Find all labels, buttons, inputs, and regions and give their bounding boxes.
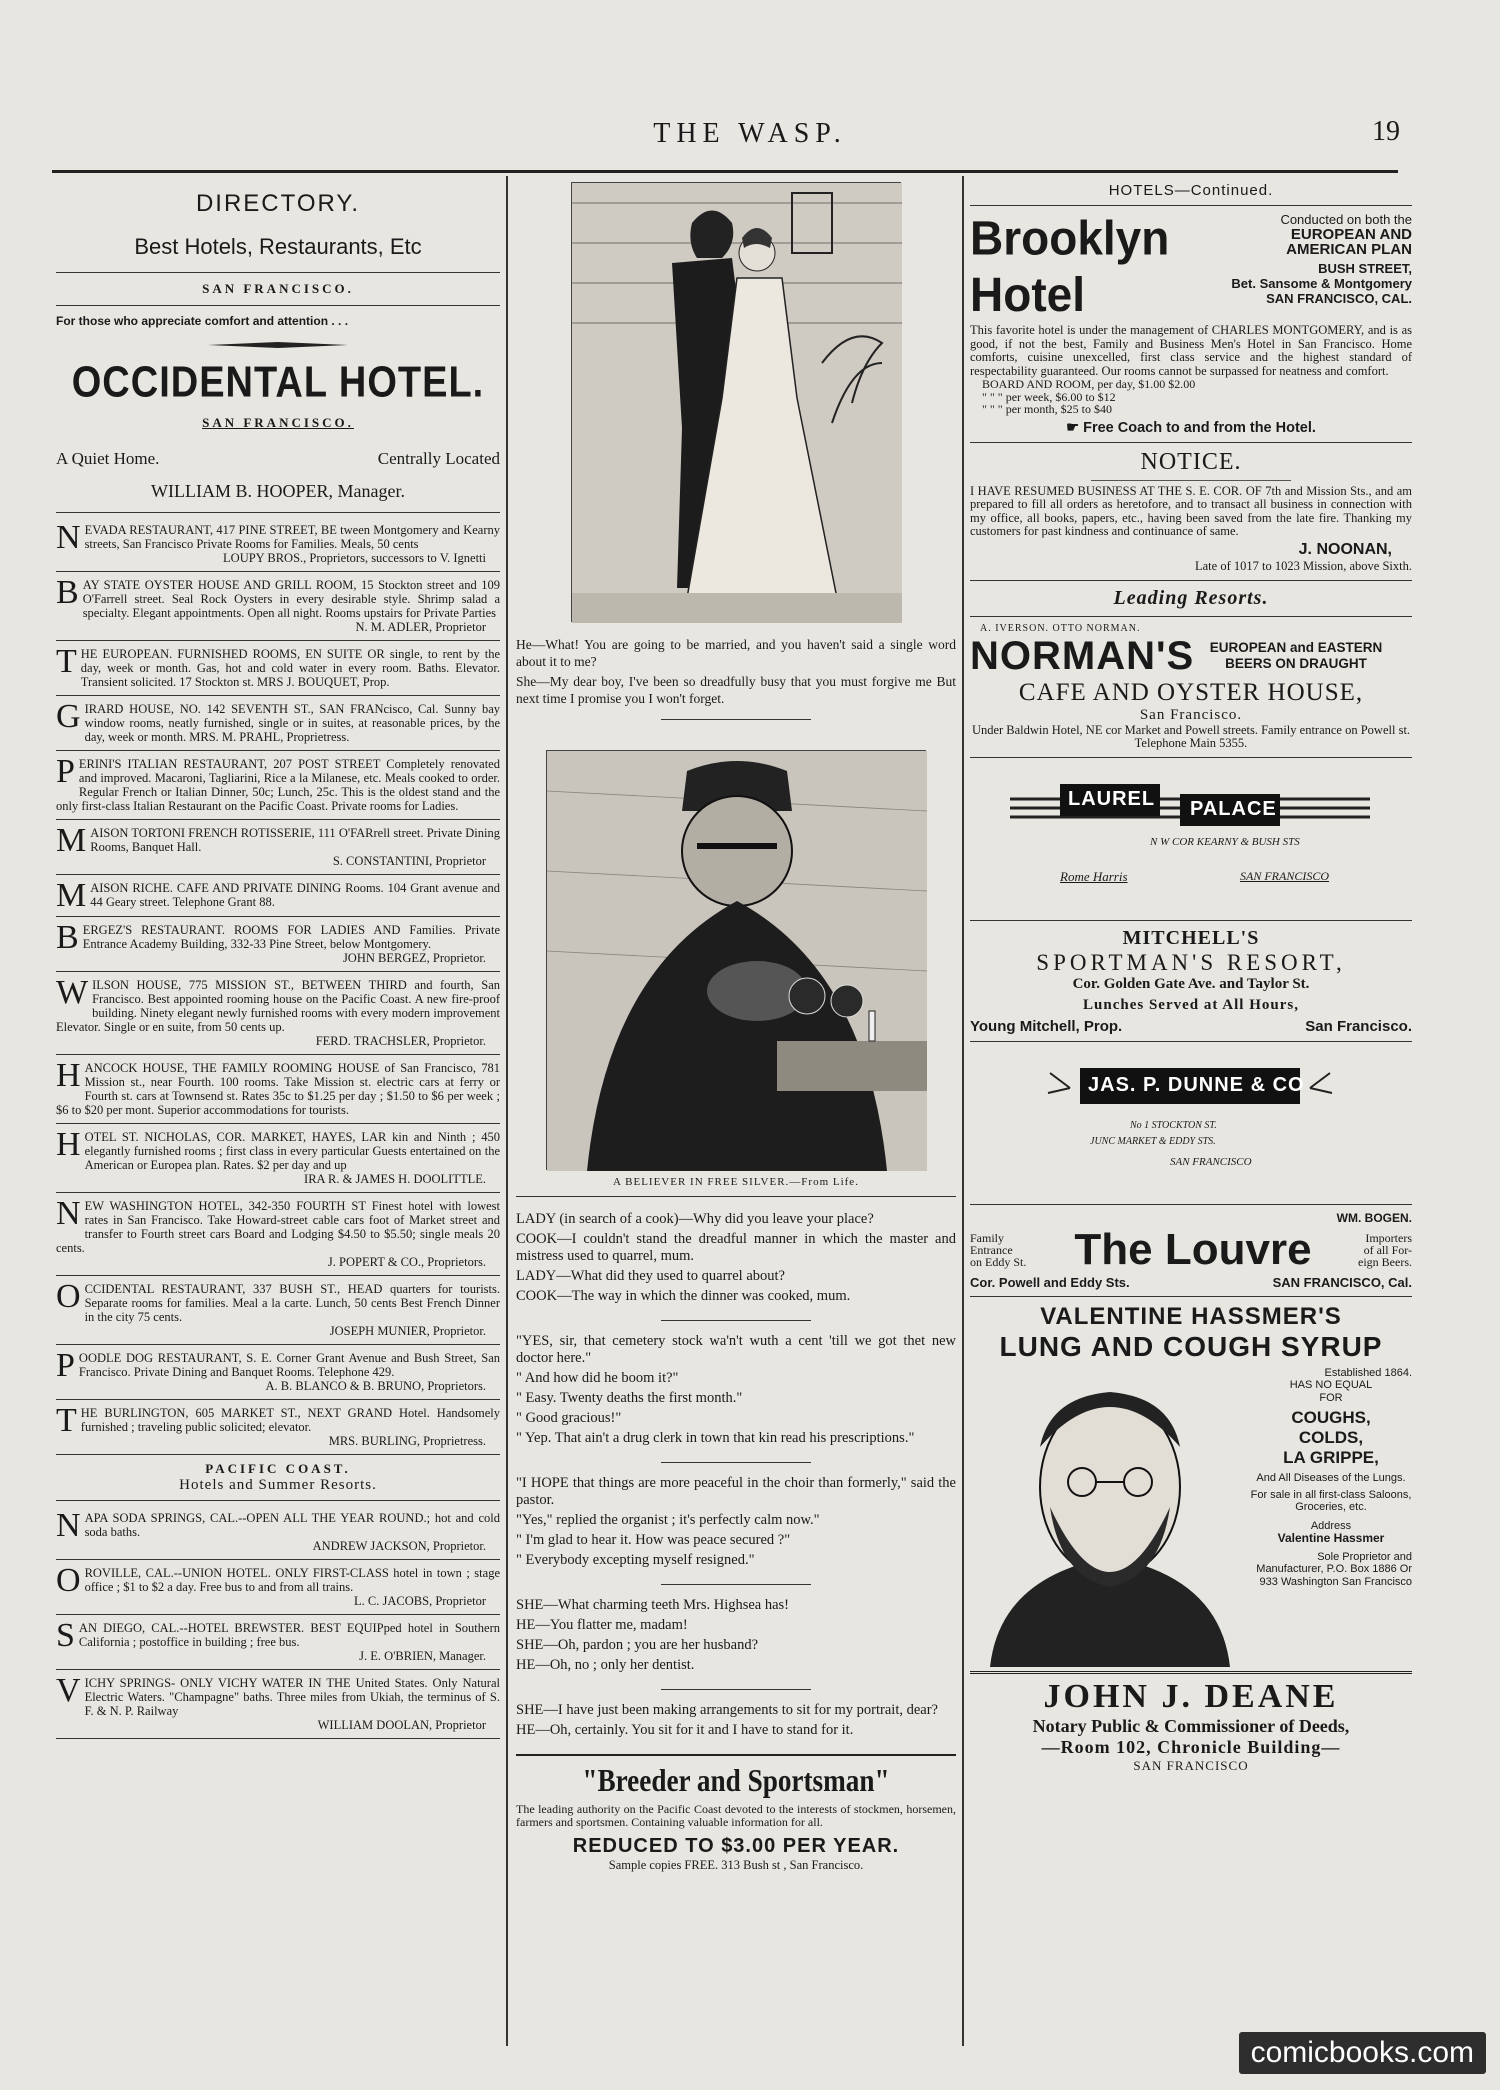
- coach-text: Free Coach to and from the Hotel.: [1083, 419, 1316, 436]
- dunne-name: JAS. P. DUNNE & CO: [1088, 1073, 1305, 1096]
- directory-entries: [56, 519, 500, 1455]
- joke-divider: [661, 1320, 811, 1321]
- couple-cartoon-dialogue: [516, 636, 956, 707]
- drop-cap: B: [56, 919, 79, 956]
- free-silver-cartoon-illustration: [546, 750, 926, 1170]
- laurel-signature: Rome Harris: [1060, 868, 1128, 884]
- drop-cap: P: [56, 753, 75, 790]
- valentine-for: FOR: [1319, 1391, 1343, 1404]
- joke-line: HE—Oh, certainly. You sit for it and I have to stand for it.: [516, 1722, 854, 1738]
- drop-cap: W: [56, 974, 89, 1011]
- rate-week: " " " per week, $6.00 to $12: [982, 389, 1116, 404]
- joke-divider: [661, 1462, 811, 1463]
- louvre-address: Cor. Powell and Eddy Sts.: [970, 1274, 1130, 1290]
- normans-beers-1: EUROPEAN and EASTERN: [1209, 640, 1383, 655]
- joke-divider: [661, 1584, 811, 1585]
- entry-text: ROVILLE, CAL.--UNION HOTEL. ONLY FIRST-CLASS hotel in town ; stage office ; $1 to $2 a day. Free bus to and from all trains.: [84, 1566, 500, 1594]
- joke-line: " I'm glad to hear it. How was peace secured ?": [516, 1532, 791, 1548]
- directory-entry: [56, 1195, 500, 1273]
- header-rule: [52, 170, 1398, 173]
- dunne-address-2: JUNC MARKET & EDDY STS.: [1090, 1135, 1216, 1147]
- valentine-sale: For sale in all first-class Saloons, Groceries, etc.: [1250, 1488, 1412, 1513]
- drop-cap: N: [56, 1507, 81, 1544]
- directory-entry: [56, 574, 500, 638]
- brooklyn-body: This favorite hotel is under the management of CHARLES MONTGOMERY, and is as good, if not the best, Family and Business Men's Hotel in San Francisco. Home comforts, cuisine unexcelled, first class service and the highest standard of respectability guaranteed. Our rooms cannot be surpassed for neatness and comfort.: [970, 323, 1412, 378]
- joke: [516, 1205, 956, 1314]
- joke-line: " Yep. That ain't a drug clerk in town that kin read his prescriptions.": [516, 1430, 915, 1446]
- louvre-right-3: eign Beers.: [1358, 1254, 1412, 1269]
- louvre-owner: WM. BOGEN.: [1336, 1210, 1412, 1225]
- joke-line: SHE—I have just been making arrangements to sit for my portrait, dear?: [516, 1702, 938, 1718]
- entry-signature: JOSEPH MUNIER, Proprietor.: [329, 1324, 486, 1338]
- louvre-left-3: on Eddy St.: [970, 1254, 1027, 1269]
- jokes-list: [516, 1205, 956, 1748]
- entry-signature: FERD. TRACHSLER, Proprietor.: [315, 1034, 486, 1048]
- directory-entry: [56, 822, 500, 872]
- brooklyn-addr-3: SAN FRANCISCO, CAL.: [1266, 291, 1412, 306]
- occidental-manager: WILLIAM B. HOOPER, Manager.: [151, 481, 405, 501]
- leading-resorts-heading: Leading Resorts.: [1113, 586, 1269, 609]
- drop-cap: T: [56, 643, 77, 680]
- directory-entry: [56, 1507, 500, 1557]
- directory-entry: [56, 877, 500, 914]
- occidental-hotel-name: OCCIDENTAL HOTEL.: [71, 358, 485, 408]
- brooklyn-coach: [970, 420, 1412, 436]
- pacific-coast-heading: PACIFIC COAST.: [205, 1461, 351, 1476]
- breeder-description: The leading authority on the Pacific Coast devoted to the interests of stockmen, horsemen, farmers and sportsmen. Containing valuable information for all.: [516, 1802, 956, 1829]
- directory-entry: [56, 1057, 500, 1121]
- entry-text: ERINI'S ITALIAN RESTAURANT, 207 POST STREET Completely renovated and improved. Macaroni, Tagliarini, Rice a la Milanese, etc. Meals cooked to order. Regular French or Italian Dinner, 50c; Lunch, 25c. This is the oldest stand and the only first-class Italian Restaurant on the Pacific Coast. Private rooms for Ladies.: [56, 757, 500, 813]
- normans-ad: [970, 634, 1412, 679]
- drop-cap: G: [56, 698, 81, 735]
- drop-cap: T: [56, 1402, 77, 1439]
- drop-cap: P: [56, 1347, 75, 1384]
- joke: [516, 1696, 956, 1748]
- drop-cap: M: [56, 822, 87, 859]
- joke: [516, 1591, 956, 1683]
- laurel-address: N W COR KEARNY & BUSH STS: [1150, 835, 1300, 848]
- dialogue-line: He—What! You are going to be married, and you haven't said a single word about it to me?: [516, 637, 956, 669]
- drop-cap: H: [56, 1057, 81, 1094]
- entry-signature: J. E. O'BRIEN, Manager.: [359, 1649, 486, 1663]
- drop-cap: S: [56, 1617, 75, 1654]
- slogan-left: A Quiet Home.: [56, 449, 160, 468]
- entry-text: AY STATE OYSTER HOUSE AND GRILL ROOM, 15 Stockton street and 109 O'Farrell street. Seal Rock Oysters in every desirable style. Shrimp salad a specialty. Elegant appointments. Open all night. Rooms upstairs for Private Parties: [82, 578, 500, 620]
- pacific-coast-subheading: Hotels and Summer Resorts.: [179, 1477, 377, 1493]
- directory-column: [56, 176, 500, 2046]
- directory-entry: [56, 1126, 500, 1190]
- brooklyn-rates: [970, 378, 1412, 416]
- directory-entry: [56, 919, 500, 969]
- joke: [516, 1327, 956, 1456]
- directory-entry: [56, 753, 500, 817]
- brooklyn-name-1: Brooklyn: [970, 210, 1170, 265]
- mitchell-prop: Young Mitchell, Prop.: [970, 1017, 1123, 1035]
- directory-entry: [56, 1672, 500, 1736]
- entry-signature: A. B. BLANCO & B. BRUNO, Proprietors.: [265, 1379, 486, 1393]
- directory-title: DIRECTORY.: [195, 190, 361, 217]
- directory-entry: [56, 974, 500, 1052]
- joke-line: LADY—What did they used to quarrel about?: [516, 1268, 785, 1284]
- laurel-name: LAUREL: [1068, 787, 1156, 810]
- joke-line: " Good gracious!": [516, 1410, 622, 1426]
- joke-line: " And how did he boom it?": [516, 1370, 679, 1386]
- mitchell-subtitle: SPORTMAN'S RESORT,: [1036, 949, 1346, 975]
- drop-cap: O: [56, 1278, 81, 1315]
- directory-entry: [56, 1562, 500, 1612]
- hotels-continued-heading: HOTELS—Continued.: [1108, 182, 1274, 199]
- normans-footer: Under Baldwin Hotel, NE cor Market and Powell streets. Family entrance on Powell st. Telephone Main 5355.: [971, 722, 1411, 750]
- louvre-left-1: Family: [970, 1230, 1005, 1245]
- entry-text: EVADA RESTAURANT, 417 PINE STREET, BE tween Montgomery and Kearny streets, San Francisco Private Rooms for Families. Meals, 50 cents: [84, 523, 500, 551]
- normans-beers-2: BEERS ON DRAUGHT: [1225, 656, 1367, 671]
- entry-signature: LOUPY BROS., Proprietors, successors to V. Ignetti: [223, 551, 486, 565]
- entry-text: HE BURLINGTON, 605 MARKET ST., NEXT GRAND Hotel. Handsomely furnished ; traveling public solicited; elevator.: [80, 1406, 500, 1434]
- directory-entry: [56, 1402, 500, 1452]
- ads-column: [970, 176, 1412, 2046]
- palace-name: PALACE: [1190, 797, 1277, 820]
- entry-signature: WILLIAM DOOLAN, Proprietor: [317, 1718, 486, 1732]
- entry-text: OTEL ST. NICHOLAS, COR. MARKET, HAYES, LAR kin and Ninth ; 450 elegantly furnished rooms ; first class in every particular Guests entertained on the American or Europea plan. Rates. $2 per day and up: [84, 1130, 500, 1172]
- entry-signature: IRA R. & JAMES H. DOOLITTLE.: [304, 1172, 486, 1186]
- drop-cap: N: [56, 519, 81, 556]
- joke-line: HE—Oh, no ; only her dentist.: [516, 1657, 695, 1673]
- entry-text: HE EUROPEAN. FURNISHED ROOMS, EN SUITE OR single, to rent by the day, week or month. Gas, hot and cold water in every room. Baths. Elevator. Transient solicited. 17 Stockton st. MRS J. BOUQUET, Prop.: [80, 647, 500, 689]
- normans-owners: A. IVERSON. OTTO NORMAN.: [980, 622, 1141, 634]
- louvre-footer: [970, 1275, 1412, 1290]
- valentine-ad: [970, 1367, 1412, 1667]
- occidental-city: SAN FRANCISCO.: [202, 415, 354, 430]
- dunne-address-1: No 1 STOCKTON ST.: [1130, 1119, 1217, 1131]
- deane-city: SAN FRANCISCO: [1133, 1757, 1249, 1773]
- entry-text: AISON RICHE. CAFE AND PRIVATE DINING Rooms. 104 Grant avenue and 44 Geary street. Telephone Grant 88.: [90, 881, 500, 909]
- directory-entry: [56, 643, 500, 693]
- entry-signature: S. CONSTANTINI, Proprietor: [332, 854, 486, 868]
- valentine-noequal: HAS NO EQUAL: [1289, 1379, 1373, 1391]
- deane-room: —Room 102, Chronicle Building—: [1041, 1736, 1341, 1757]
- breeder-footer: Sample copies FREE. 313 Bush st , San Francisco.: [608, 1858, 864, 1872]
- brooklyn-hotel-ad: [970, 212, 1412, 320]
- brooklyn-addr-1: BUSH STREET,: [1318, 261, 1412, 276]
- valentine-est: Established 1864.: [1324, 1366, 1412, 1379]
- valentine-portrait: [970, 1367, 1250, 1667]
- entry-signature: JOHN BERGEZ, Proprietor.: [342, 951, 486, 965]
- drop-cap: N: [56, 1195, 81, 1232]
- valentine-line-2: LUNG AND COUGH SYRUP: [999, 1330, 1383, 1362]
- brooklyn-name-2: Hotel: [970, 267, 1085, 322]
- free-silver-caption: A BELIEVER IN FREE SILVER.—From Life.: [613, 1176, 859, 1188]
- occidental-slogan: [56, 449, 500, 469]
- joke-line: LADY (in search of a cook)—Why did you leave your place?: [516, 1211, 874, 1227]
- resort-entries: [56, 1507, 500, 1739]
- valentine-manufacturer: Sole Proprietor and Manufacturer, P.O. Box 1886 Or 933 Washington San Francisco: [1256, 1550, 1412, 1588]
- directory-entry: [56, 698, 500, 748]
- directory-entry: [56, 1617, 500, 1667]
- deane-name: JOHN J. DEANE: [1043, 1677, 1339, 1715]
- drop-cap: O: [56, 1562, 81, 1599]
- louvre-right-1: Importers: [1365, 1230, 1412, 1245]
- joke-line: " Everybody excepting myself resigned.": [516, 1552, 755, 1568]
- drop-cap: B: [56, 574, 79, 611]
- entry-text: APA SODA SPRINGS, CAL.--OPEN ALL THE YEAR ROUND.; hot and cold soda baths.: [84, 1511, 500, 1539]
- entry-text: AN DIEGO, CAL.--HOTEL BREWSTER. BEST EQUIPped hotel in Southern California ; postoffice in building ; free bus.: [78, 1621, 500, 1649]
- laurel-city: SAN FRANCISCO: [1240, 868, 1329, 883]
- column-divider: [962, 176, 964, 2046]
- louvre-left-2: Entrance: [970, 1242, 1013, 1257]
- valentine-grippe: LA GRIPPE,: [1283, 1448, 1379, 1467]
- mitchell-lunch: Lunches Served at All Hours,: [1083, 996, 1299, 1013]
- entry-signature: N. M. ADLER, Proprietor: [355, 620, 486, 634]
- mitchell-name: MITCHELL'S: [1122, 926, 1260, 949]
- slogan-right: Centrally Located: [377, 449, 500, 468]
- brooklyn-addr-2: Bet. Sansome & Montgomery: [1231, 276, 1412, 291]
- normans-cafe: CAFE AND OYSTER HOUSE,: [1018, 678, 1364, 706]
- directory-entry: [56, 1347, 500, 1397]
- city-heading: SAN FRANCISCO.: [202, 281, 354, 296]
- joke-line: SHE—What charming teeth Mrs. Highsea has!: [516, 1597, 790, 1613]
- drop-cap: V: [56, 1672, 81, 1709]
- drop-cap: H: [56, 1126, 81, 1163]
- valentine-colds: COLDS,: [1298, 1428, 1364, 1447]
- valentine-coughs: COUGHS,: [1291, 1408, 1371, 1427]
- louvre-ad: [970, 1225, 1412, 1275]
- divider-ornament: [56, 336, 500, 354]
- page-number: 19: [1372, 116, 1400, 147]
- louvre-right-2: of all For-: [1363, 1242, 1412, 1257]
- entry-signature: J. POPERT & CO., Proprietors.: [327, 1255, 486, 1269]
- joke-line: "I HOPE that things are more peaceful in the choir than formerly," said the pastor.: [516, 1475, 956, 1508]
- valentine-address-label: Address: [1310, 1519, 1352, 1532]
- brooklyn-plan-2: EUROPEAN AND: [1290, 226, 1412, 243]
- pointing-hand-icon: ☛: [1066, 419, 1084, 436]
- brooklyn-plan-3: AMERICAN PLAN: [1286, 241, 1412, 258]
- deane-title: Notary Public & Commissioner of Deeds,: [1032, 1715, 1350, 1736]
- mitchell-footer: [970, 1018, 1412, 1035]
- joke-line: SHE—Oh, pardon ; you are her husband?: [516, 1637, 759, 1653]
- breeder-title: "Breeder and Sportsman": [582, 1762, 890, 1798]
- joke-line: COOK—The way in which the dinner was cooked, mum.: [516, 1288, 851, 1304]
- valentine-name: Valentine Hassmer: [1277, 1531, 1385, 1545]
- rate-month: " " " per month, $25 to $40: [982, 402, 1113, 416]
- joke-line: COOK—I couldn't stand the dreadful manner in which the master and mistress used to quarrel, mum.: [516, 1231, 956, 1264]
- entry-text: OODLE DOG RESTAURANT, S. E. Corner Grant Avenue and Bush Street, San Francisco. Private Dining and Banquet Rooms. Telephone 429.: [78, 1351, 500, 1379]
- valentine-line-1: VALENTINE HASSMER'S: [1040, 1302, 1342, 1330]
- normans-city: San Francisco.: [1139, 706, 1243, 723]
- entry-text: CCIDENTAL RESTAURANT, 337 BUSH ST., HEAD quarters for tourists. Separate rooms for families. Meal a la carte. Lunch, 50 cents Best French Dinner in the city 75 cents.: [84, 1282, 500, 1324]
- directory-subtitle: Best Hotels, Restaurants, Etc: [134, 234, 422, 259]
- cartoons-column: [516, 176, 956, 2046]
- dunne-ad: [970, 1048, 1412, 1198]
- joke: [516, 1469, 956, 1578]
- entry-text: ERGEZ'S RESTAURANT. ROOMS FOR LADIES AND Families. Private Entrance Academy Building, 332-33 Pine Street, below Montgomery.: [82, 923, 500, 951]
- notice-body: I HAVE RESUMED BUSINESS AT THE S. E. COR. OF 7th and Mission Sts., and am prepared to fill all orders as heretofore, and to transact all business in connection with my office, all books, papers, etc., having been saved from the late fire. Thanking my customers for past kindness and continuance of same.: [970, 483, 1412, 538]
- joke-divider: [661, 1689, 811, 1690]
- directory-entry: [56, 1278, 500, 1342]
- valentine-diseases: And All Diseases of the Lungs.: [1256, 1472, 1406, 1484]
- joke-line: " Easy. Twenty deaths the first month.": [516, 1390, 743, 1406]
- watermark: comicbooks.com: [1239, 2032, 1486, 2074]
- mitchell-city: San Francisco.: [1305, 1017, 1412, 1035]
- breeder-price: REDUCED TO $3.00 PER YEAR.: [572, 1835, 900, 1857]
- notice-title: NOTICE.: [1140, 448, 1242, 475]
- entry-text: IRARD HOUSE, NO. 142 SEVENTH ST., SAN FRANcisco, Cal. Sunny bay window rooms, neatly furnished, single or in suites, at reasonable prices, by the day, week or month. MRS. M. PRAHL, Proprietress.: [84, 702, 500, 744]
- entry-signature: L. C. JACOBS, Proprietor: [354, 1594, 486, 1608]
- laurel-palace-ad: [970, 764, 1412, 914]
- page-title: THE WASP.: [653, 118, 847, 149]
- entry-signature: ANDREW JACKSON, Proprietor.: [312, 1539, 486, 1553]
- entry-text: AISON TORTONI FRENCH ROTISSERIE, 111 O'FARrell street. Private Dining Rooms, Banquet Hall.: [90, 826, 500, 854]
- entry-text: ANCOCK HOUSE, THE FAMILY ROOMING HOUSE of San Francisco, 781 Mission st., near Fourth. 100 rooms. Take Mission st. electric cars at ferry or Fourth st. cars at Townsend st. Rates 35c to $1.25 per day ; $1.50 to $6 per week ; $6 to $20 per mont. Superior accommodations for tourists.: [56, 1061, 500, 1117]
- entry-signature: MRS. BURLING, Proprietress.: [328, 1434, 486, 1448]
- entry-text: EW WASHINGTON HOTEL, 342-350 FOURTH ST Finest hotel with lowest rates in San Francisco. Take Howard-street cable cars foot of Market street and transfer to Fourth street cars Board and Lodging $4.50 to $5.50; single meals 20 cents.: [56, 1199, 500, 1255]
- column-divider: [506, 176, 508, 2046]
- dunne-address-3: SAN FRANCISCO: [1170, 1155, 1252, 1168]
- drop-cap: M: [56, 877, 87, 914]
- dialogue-line: She—My dear boy, I've been so dreadfully busy that you must forgive me But next time I promise you I won't forget.: [516, 674, 956, 706]
- joke-line: "Yes," replied the organist ; it's perfectly calm now.": [516, 1512, 820, 1528]
- joke-line: "YES, sir, that cemetery stock wa'n't wuth a cent 'till we got thet new doctor here.": [516, 1333, 956, 1366]
- notice-signature: J. NOONAN,: [1298, 540, 1392, 558]
- couple-cartoon-illustration: [571, 182, 901, 622]
- mitchell-address: Cor. Golden Gate Ave. and Taylor St.: [1072, 975, 1310, 992]
- joke-line: HE—You flatter me, madam!: [516, 1617, 688, 1633]
- notice-late: Late of 1017 to 1023 Mission, above Sixth.: [1195, 558, 1412, 573]
- rate-day: BOARD AND ROOM, per day, $1.00 $2.00: [982, 377, 1196, 391]
- brooklyn-plan-1: Conducted on both the: [1280, 212, 1412, 227]
- entry-text: ICHY SPRINGS- ONLY VICHY WATER IN THE United States. Only Natural Electric Waters. "Champagne" baths. Three miles from Ukiah, the terminus of S. F. & N. P. Railway: [84, 1676, 500, 1718]
- tagline: For those who appreciate comfort and attention . . .: [56, 314, 349, 328]
- louvre-name: The Louvre: [1074, 1224, 1312, 1274]
- entry-text: ILSON HOUSE, 775 MISSION ST., BETWEEN THIRD and fourth, San Francisco. Best appointed rooming house on the Pacific Coast. A new fire-proof building. Ninety elegant newly furnished rooms with every modern improvement Elevator. Single or en suite, from 50 cents up.: [56, 978, 500, 1034]
- directory-entry: [56, 519, 500, 569]
- normans-name: NORMAN'S: [970, 633, 1195, 678]
- louvre-city: SAN FRANCISCO, Cal.: [1272, 1274, 1412, 1290]
